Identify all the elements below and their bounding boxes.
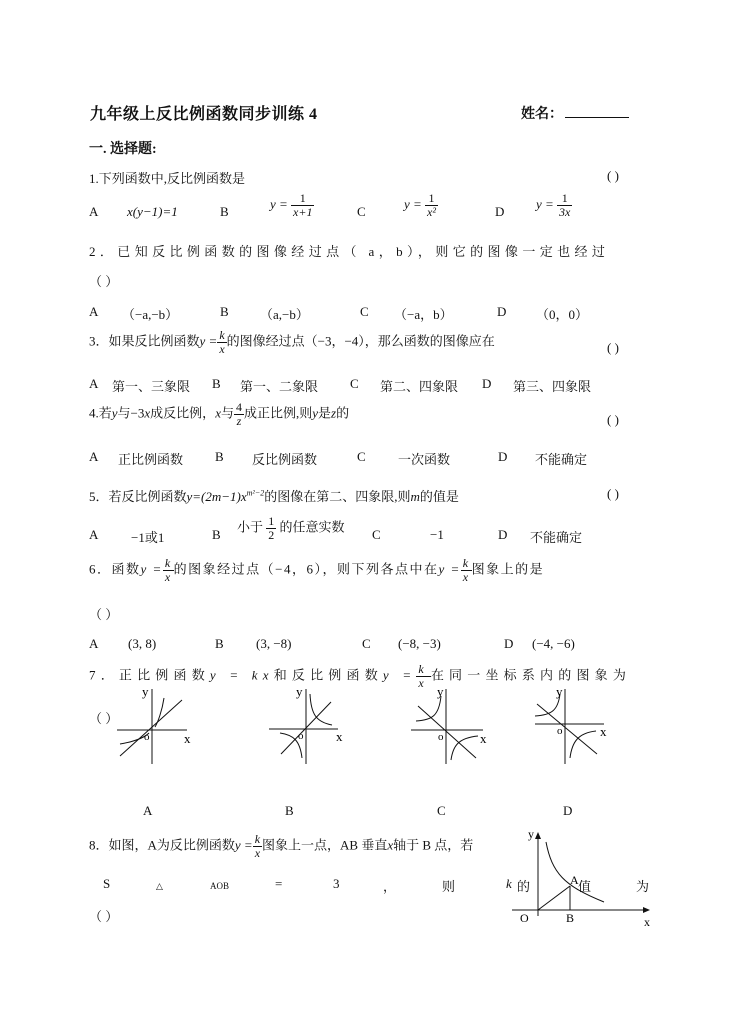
q6-option-c: (−8, −3) [398, 636, 441, 651]
q6-option-d: (−4, −6) [532, 636, 575, 651]
q5-option-c: −1 [430, 527, 444, 542]
q4-option-c-label: C [357, 449, 366, 464]
q5-answer-paren[interactable]: ( ) [607, 486, 619, 501]
q1-option-a: x(y−1)=1 [127, 204, 178, 219]
q2-option-c: （−a，b） [394, 307, 453, 322]
q3-lhs: y = [199, 333, 218, 349]
q4-option-b-label: B [215, 449, 224, 464]
q3-option-b: 第一、二象限 [240, 379, 319, 394]
q5-m: m [410, 489, 420, 504]
q2-option-a-label: A [89, 304, 99, 319]
q1-c-den: x² [427, 205, 436, 219]
q8-value: 值 [578, 879, 592, 894]
q5-b-pre: 小于 [237, 519, 264, 535]
q4-answer-paren[interactable]: ( ) [607, 412, 619, 427]
q5-end: 的值是 [419, 489, 459, 504]
q1-d-fraction [557, 192, 572, 219]
q3-num: k [219, 328, 225, 342]
q7d-o-label: o [557, 725, 563, 737]
section-heading: 一. 选择题: [89, 142, 157, 157]
q7a-o-label: o [144, 731, 150, 743]
q1-d-lhs: y = [536, 196, 554, 212]
q6-fraction [163, 557, 174, 584]
q7-answer-paren[interactable]: （ ） [89, 711, 119, 726]
q7-graph-c[interactable] [408, 686, 493, 766]
q8-b-label: B [566, 911, 575, 925]
q1-c-lhs: y = [404, 196, 422, 212]
q6-fraction2 [461, 557, 472, 584]
q8-num: k [254, 832, 261, 846]
q3-option-c: 第二、四象限 [380, 379, 459, 394]
q1-b-fraction [291, 192, 314, 219]
q1-option-d-label: D [495, 204, 505, 219]
q3-den: x [219, 342, 225, 356]
q3-option-d-label: D [482, 376, 492, 391]
q8-stem [89, 833, 473, 860]
q4-mid4: 成正比例,则 [243, 405, 313, 421]
q3-option-b-label: B [212, 376, 221, 391]
q1-answer-paren[interactable]: ( ) [607, 168, 619, 183]
q8-o-label: O [520, 911, 529, 925]
q4-end: 的 [336, 405, 350, 421]
q3-answer-paren[interactable]: ( ) [607, 340, 619, 355]
q7d-x-label: x [600, 724, 607, 739]
q2-answer-paren[interactable]: （ ） [89, 274, 119, 289]
q4-y: y [111, 405, 118, 421]
q8-x-label: x [644, 915, 650, 929]
q8-answer-paren[interactable]: （ ） [89, 909, 119, 924]
q4-z: z [331, 405, 337, 421]
q4-num: 4 [235, 400, 242, 414]
q6-lhs: y = [140, 561, 163, 577]
q6-num2: k [462, 556, 470, 570]
q7-num: k [418, 662, 429, 676]
q7c-curve-1 [416, 696, 441, 721]
q6-lhs2: y = [438, 561, 461, 577]
q6-option-a: (3, 8) [128, 636, 157, 651]
q4-option-d: 不能确定 [535, 452, 588, 467]
q5-b-num: 1 [268, 514, 275, 528]
q2-option-d-label: D [497, 304, 507, 319]
q1-b-num: 1 [291, 192, 314, 206]
q4-y2: y [312, 405, 319, 421]
q7-mid: 和反比例函数 [273, 667, 383, 683]
q5-b-post: 的任意实数 [279, 519, 345, 535]
q8-wei: 为 [636, 879, 650, 894]
q7-expr1: y = kx [209, 667, 274, 683]
q4-option-b: 反比例函数 [252, 452, 318, 467]
q6-option-b: (3, −8) [256, 636, 292, 651]
q2-option-b-label: B [220, 304, 229, 319]
q4-x1: x [144, 405, 151, 421]
q7c-y-label: y [437, 686, 444, 699]
q7-post: 在同一坐标系内的图象为 [430, 667, 632, 683]
q7-graph-a[interactable] [112, 686, 197, 766]
q5-stem [89, 486, 459, 505]
q1-stem: 1.下列函数中,反比例函数是 [89, 171, 246, 186]
q8-comma: ， [383, 879, 397, 894]
q8-segment-oa [538, 886, 570, 910]
q8-figure[interactable] [504, 828, 659, 934]
q7-graph-d[interactable] [532, 686, 617, 766]
q5-option-a-label: A [89, 527, 99, 542]
q7c-x-label: x [480, 731, 487, 746]
q6-option-b-label: B [215, 636, 224, 651]
q4-stem [89, 401, 349, 428]
q2-option-d: （0，0） [536, 307, 589, 322]
q7-lhs: y = [382, 667, 417, 683]
q5-b-den: 2 [268, 528, 275, 542]
q3-option-d: 第三、四象限 [513, 379, 592, 394]
q7a-y-label: y [142, 686, 149, 699]
q5-exponent: m²−2 [246, 488, 265, 498]
q3-option-a-label: A [89, 376, 99, 391]
q8-mid: 图象上一点，AB 垂直 [262, 837, 388, 853]
q4-option-a: 正比例函数 [118, 452, 184, 467]
q3-stem-pre: 3．如果反比例函数 [89, 333, 200, 349]
worksheet-title: 九年级上反比例函数同步训练 4 [90, 106, 318, 123]
q1-option-a-label: A [89, 204, 99, 219]
q4-option-c: 一次函数 [398, 452, 451, 467]
q4-option-a-label: A [89, 449, 99, 464]
q3-option-c-label: C [350, 376, 359, 391]
q1-c-fraction [425, 192, 438, 219]
q8-triangle: △ [156, 881, 163, 891]
q7a-line [120, 700, 182, 756]
q6-option-a-label: A [89, 636, 99, 651]
q6-option-d-label: D [504, 636, 514, 651]
q1-option-c [404, 192, 438, 219]
q7c-line [418, 706, 476, 758]
q7-label-d: D [563, 803, 573, 818]
q8-s: S [103, 876, 111, 891]
q2-stem: 2．已知反比例函数的图像经过点（ a，b），则它的图像一定也经过 [89, 244, 610, 259]
q5-option-b-label: B [212, 527, 221, 542]
q5-option-c-label: C [372, 527, 381, 542]
q5-option-b [237, 515, 345, 542]
q7b-y-label: y [296, 686, 303, 699]
q7a-x-label: x [184, 731, 191, 746]
q8-then: 则 [442, 879, 456, 894]
q6-post: 图象上的是 [471, 561, 545, 577]
q8-eq: = [275, 876, 283, 891]
q4-fraction [234, 401, 244, 428]
q8-aob: AOB [210, 881, 230, 891]
name-label: 姓名： [521, 107, 563, 122]
q1-b-den: x+1 [293, 205, 313, 219]
q5-post: 的图像在第二、四象限,则 [264, 489, 411, 504]
q6-mid: 的图象经过点（−4，6），则下列各点中在 [173, 561, 439, 577]
q5-option-d-label: D [498, 527, 508, 542]
q2-option-b: （a,−b） [260, 307, 309, 322]
q6-den2: x [462, 570, 470, 584]
q5-pre: 5．若反比例函数 [89, 489, 187, 504]
q3-option-a: 第一、三象限 [112, 379, 191, 394]
q8-fraction [253, 833, 262, 860]
q6-answer-paren[interactable]: （ ） [89, 607, 119, 622]
q8-of: 的 [517, 879, 531, 894]
q7-label-a: A [143, 803, 153, 818]
q8-lhs: y = [234, 837, 253, 853]
q3-stem [89, 329, 495, 356]
q4-pre: 4.若 [89, 405, 112, 421]
q8-den: x [254, 846, 261, 860]
q8-x: x [387, 837, 394, 853]
q1-option-d [536, 192, 572, 219]
q7c-o-label: o [438, 731, 444, 743]
q7b-o-label: o [298, 730, 304, 742]
q1-option-b [270, 192, 314, 219]
q7-label-c: C [437, 803, 446, 818]
q1-option-c-label: C [357, 204, 366, 219]
q4-mid5: 是 [318, 405, 332, 421]
q7-label-b: B [285, 803, 294, 818]
q1-option-b-label: B [220, 204, 229, 219]
q8-y-label: y [528, 828, 534, 841]
q4-mid3: 与 [220, 405, 234, 421]
q6-den: x [164, 570, 172, 584]
q7d-line [537, 704, 597, 754]
q5-option-d: 不能确定 [530, 530, 583, 545]
q4-mid1: 与−3 [117, 405, 145, 421]
q1-d-num: 1 [557, 192, 572, 206]
q2-option-a: （−a,−b） [122, 307, 179, 322]
q2-option-c-label: C [360, 304, 369, 319]
q6-option-c-label: C [362, 636, 371, 651]
name-blank[interactable] [565, 117, 629, 118]
q3-stem-post: 的图像经过点（−3，−4），那么函数的图像应在 [226, 333, 495, 349]
q6-num: k [164, 556, 172, 570]
q1-c-num: 1 [425, 192, 438, 206]
q8-x-arrow [643, 907, 650, 913]
q7-pre: 7．正比例函数 [89, 667, 210, 683]
q7-graph-b[interactable] [266, 686, 351, 766]
q8-post: 轴于 B 点，若 [393, 837, 474, 853]
q5-option-a: −1或1 [131, 530, 165, 545]
q4-option-d-label: D [498, 449, 508, 464]
q6-pre: 6．函数 [89, 561, 141, 577]
q7-den: x [418, 676, 429, 690]
q8-k: k [506, 876, 512, 891]
q6-stem [89, 557, 544, 584]
q7b-x-label: x [336, 729, 343, 744]
q5-b-fraction [266, 515, 276, 542]
q4-x2: x [215, 405, 221, 421]
q3-fraction [217, 329, 226, 356]
q1-b-lhs: y = [270, 196, 288, 212]
q8-y-arrow [535, 832, 541, 839]
q8-curve [546, 842, 604, 902]
q8-pre: 8．如图，A为反比例函数 [89, 837, 235, 853]
q1-d-den: 3x [559, 205, 571, 219]
q7d-y-label: y [556, 686, 563, 699]
q5-expr: y=(2m−1)x [186, 489, 247, 504]
q8-three: 3 [333, 876, 340, 891]
q4-den: z [236, 414, 242, 428]
q8-a-label: A [570, 873, 579, 887]
q4-mid2: 成反比例， [150, 405, 216, 421]
